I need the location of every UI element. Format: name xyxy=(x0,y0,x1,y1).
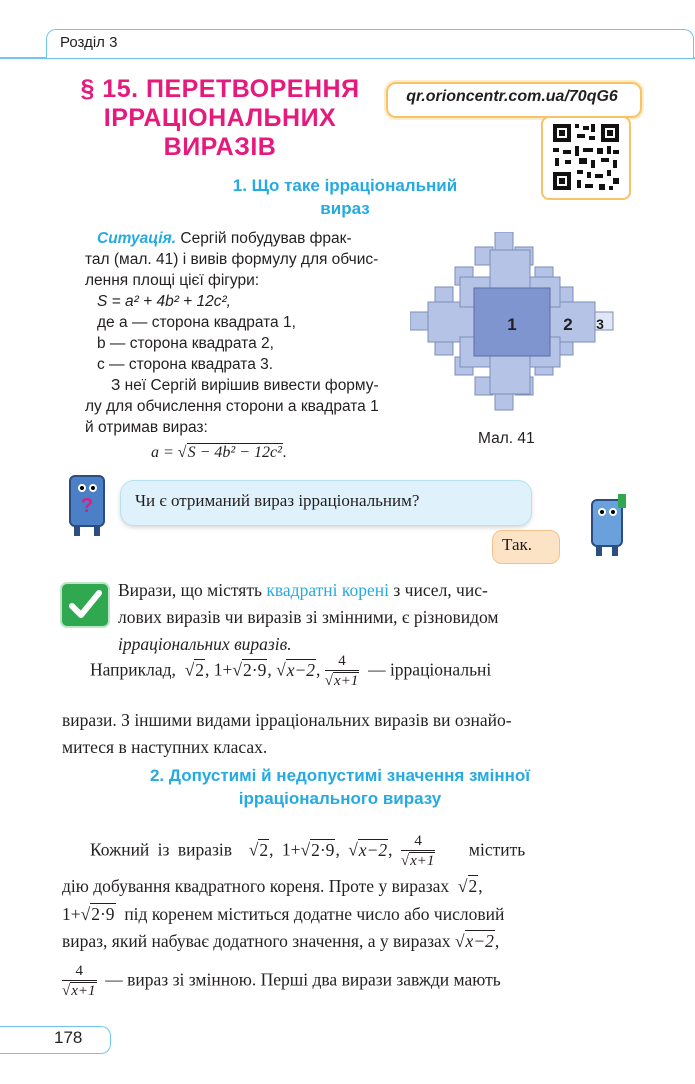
para2-l4-root: x−2 xyxy=(465,931,494,951)
situation-block xyxy=(85,228,392,463)
example-fraction-num: 4 xyxy=(338,653,346,669)
expr-end: . xyxy=(282,444,287,461)
definition-highlight[interactable]: квадратні корені xyxy=(266,580,389,600)
answer-text: Так. xyxy=(502,535,533,554)
situation-line-1: Сергій побудував фрак- xyxy=(180,230,352,247)
para2-fraction-den: x+1 xyxy=(410,853,435,869)
section-heading-1 xyxy=(170,174,520,220)
page-number: 178 xyxy=(54,1028,83,1047)
para2-root-2: 2·9 xyxy=(311,839,335,860)
para2-pre: Кожний із виразів xyxy=(90,839,233,860)
para2-line-2: дію добування квадратного кореня. Проте у виразах √2, xyxy=(62,876,483,896)
fig-label-1: 1 xyxy=(507,315,517,334)
para2-l5-den: x+1 xyxy=(71,983,96,999)
example-line-1: Наприклад, √2, 1+√2·9, √x−2, $\frac{4}{√x+1}$ — ірраціональні xyxy=(90,653,492,689)
para2-l3-root: 2·9 xyxy=(91,904,115,924)
example-line-2: вирази. З іншими видами ірраціональних виразів ви ознайо- xyxy=(62,710,512,730)
example-fraction-den: x+1 xyxy=(334,673,359,689)
question-text: Чи є отриманий вираз ірраціональним? xyxy=(135,491,420,510)
example-line-3: митеся в наступних класах. xyxy=(62,737,268,757)
para2-l3-pre: 1+ xyxy=(62,904,81,924)
definition-a: де a — сторона квадрата 1, xyxy=(97,314,296,331)
fractal-figure xyxy=(410,232,615,412)
situation-line-2: тал (мал. 41) і вивів формулу для обчис- xyxy=(85,251,379,268)
situation-label: Ситуація. xyxy=(97,230,177,247)
section-heading-2 xyxy=(90,764,590,810)
title-line-2: ІРРАЦІОНАЛЬНИХ xyxy=(103,104,337,132)
heading-2-line-1: 2. Допустимі й недопустимі значення змінної xyxy=(149,766,531,785)
page-title xyxy=(70,75,370,162)
definition-line-3: ірраціональних виразів. xyxy=(118,634,292,654)
definition-pre: Вирази, що містять xyxy=(118,580,262,600)
para2-line-4: вираз, який набуває додатного значення, а у виразах √x−2, xyxy=(62,931,500,951)
definition-c: c — сторона квадрата 3. xyxy=(97,356,274,373)
para2-line-3: 1+√2·9 під коренем міститься додатне число або числовий xyxy=(62,904,505,924)
para2-l4-text: вираз, який набуває додатного значення, а у виразах xyxy=(62,931,451,951)
header-tab xyxy=(46,29,694,58)
para2-root-3: x−2 xyxy=(358,839,388,860)
para2-l5-text: — вираз зі змінною. Перші два вирази завжди мають xyxy=(105,969,501,990)
example-expr2-pre: 1+ xyxy=(213,659,233,680)
para2-l2-text: дію добування квадратного кореня. Проте у виразах xyxy=(62,876,450,896)
definition-block xyxy=(118,577,630,658)
expr-radicand: S − 4b² − 12c² xyxy=(187,444,282,461)
fig-label-3: 3 xyxy=(596,316,604,332)
example-post: — ірраціональні xyxy=(368,659,492,680)
left-character-icon xyxy=(60,470,120,540)
para2-expr2-pre: 1+ xyxy=(281,839,301,860)
definition-b: b — сторона квадрата 2, xyxy=(97,335,274,352)
heading-1-line-2: вираз xyxy=(320,199,370,218)
heading-2-line-2: ірраціонального виразу xyxy=(238,789,442,808)
para2-l2-root: 2 xyxy=(468,876,478,896)
situation-line-4: З неї Сергій вирішив вивести форму- xyxy=(111,377,379,394)
para2-fraction-num: 4 xyxy=(414,833,422,849)
title-line-1: § 15. ПЕРЕТВОРЕННЯ xyxy=(80,75,360,103)
side-expression: a = √S − 4b² − 12c². xyxy=(151,444,287,461)
situation-line-5: лу для обчислення сторони a квадрата 1 xyxy=(85,398,379,415)
situation-line-3: лення площі цієї фігури: xyxy=(85,272,260,289)
example-pre: Наприклад, xyxy=(90,659,176,680)
para2-line-5 xyxy=(62,962,501,1001)
para2-l5-num: 4 xyxy=(75,963,83,979)
example-root-3: x−2 xyxy=(286,659,316,680)
example-rest xyxy=(62,707,632,761)
heading-1-line-1: 1. Що таке ірраціональний xyxy=(232,176,458,195)
para2-line-1: Кожний із виразів √2, 1+√2·9, √x−2, $\frac{4}{√x+1}$ містить xyxy=(90,833,526,869)
definition-line-2: лових виразів чи виразів зі змінними, є різновидом xyxy=(118,607,499,627)
para2-l3-text: під коренем міститься додатне число або числовий xyxy=(124,904,505,924)
svg-text:?: ? xyxy=(80,495,94,517)
example-fraction: $\frac{4}{√x+1}$ xyxy=(324,653,359,689)
para2-l5-fraction: $\frac{4}{√x+1}$ xyxy=(62,963,96,999)
checkmark-icon xyxy=(62,584,108,626)
situation-line-6: й отримав вираз: xyxy=(85,419,208,436)
para2-fraction: $\frac{4}{√x+1}$ xyxy=(400,833,435,869)
expr-lhs: a = xyxy=(151,444,174,461)
qr-code-icon xyxy=(543,118,629,198)
example-root-1: 2 xyxy=(195,659,205,680)
example-root-2: 2·9 xyxy=(243,659,267,680)
para2-root-1: 2 xyxy=(259,839,269,860)
qr-link[interactable]: qr.orioncentr.com.ua/70qG6 xyxy=(406,88,618,105)
qr-code[interactable] xyxy=(541,116,631,200)
fig-label-2: 2 xyxy=(563,315,573,334)
title-line-3: ВИРАЗІВ xyxy=(163,133,277,161)
area-formula: S = a² + 4b² + 12c², xyxy=(97,293,231,310)
definition-post: з чисел, чис- xyxy=(393,580,488,600)
section-label: Розділ 3 xyxy=(60,34,118,51)
right-character-icon xyxy=(578,492,638,562)
figure-caption: Мал. 41 xyxy=(478,430,535,447)
check-icon xyxy=(60,582,110,628)
para2-post: містить xyxy=(468,839,526,860)
